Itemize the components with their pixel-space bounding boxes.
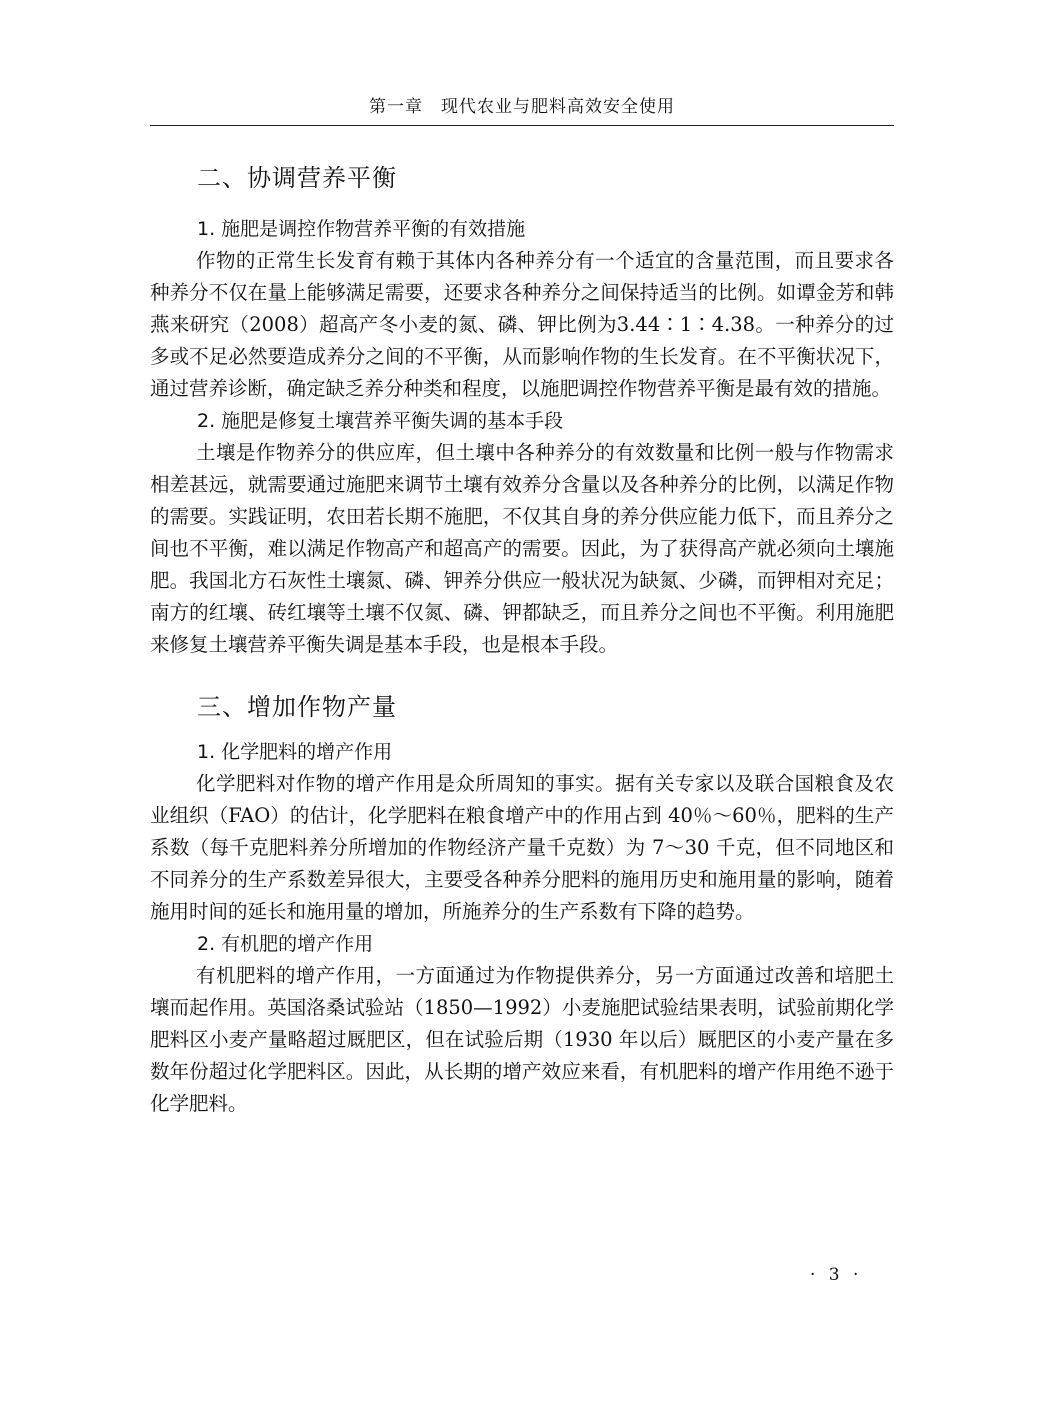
page-body — [150, 158, 894, 1120]
section-title-3: 三、增加作物产量 — [197, 693, 397, 721]
paragraph-3-1: 化学肥料对作物的增产作用是众所周知的事实。据有关专家以及联合国粮食及农业组织（FAO）的估计，化学肥料在粮食增产中的作用占到 40％～60％，肥料的生产系数（每千克肥料养分所增加的作物经济产量千克数）为 7～30 千克，但不同地区和不同养分的生产系数差异很大，主要受各种养分肥料的施用历史和施用量的影响，随着施用时间的延长和施用量的增加，所施养分的生产系数有下降的趋势。 — [150, 772, 894, 923]
subsection-heading-3-1: 1. 化学肥料的增产作用 — [197, 741, 393, 763]
subsection-heading-3-2: 2. 有机肥的增产作用 — [197, 933, 374, 955]
section-title-2: 二、协调营养平衡 — [197, 164, 397, 192]
running-header: 第一章 现代农业与肥料高效安全使用 — [369, 97, 675, 117]
paragraph-2-1: 作物的正常生长发育有赖于其体内各种养分有一个适宜的含量范围，而且要求各种养分不仅在量上能够满足需要，还要求各种养分之间保持适当的比例。如谭金芳和韩燕来研究（2008）超高产冬小麦的氮、磷、钾比例为3.44∶1∶4.38。一种养分的过多或不足必然要造成养分之间的不平衡，从而影响作物的生长发育。在不平衡状况下，通过营养诊断，确定缺乏养分种类和程度，以施肥调控作物营养平衡是最有效的措施。 — [150, 249, 894, 400]
paragraph-2-2: 土壤是作物养分的供应库，但土壤中各种养分的有效数量和比例一般与作物需求相差甚远，就需要通过施肥来调节土壤有效养分含量以及各种养分的比例，以满足作物的需要。实践证明，农田若长期不施肥，不仅其自身的养分供应能力低下，而且养分之间也不平衡，难以满足作物高产和超高产的需要。因此，为了获得高产就必须向土壤施肥。我国北方石灰性土壤氮、磷、钾养分供应一般状况为缺氮、少磷，而钾相对充足；南方的红壤、砖红壤等土壤不仅氮、磷、钾都缺乏，而且养分之间也不平衡。利用施肥来修复土壤营养平衡失调是基本手段，也是根本手段。 — [150, 441, 894, 656]
page-number: · 3 · — [810, 1265, 863, 1285]
paragraph-3-2: 有机肥料的增产作用，一方面通过为作物提供养分，另一方面通过改善和培肥土壤而起作用。英国洛桑试验站（1850—1992）小麦施肥试验结果表明，试验前期化学肥料区小麦产量略超过厩肥区，但在试验后期（1930 年以后）厩肥区的小麦产量在多数年份超过化学肥料区。因此，从长期的增产效应来看，有机肥料的增产作用绝不逊于化学肥料。 — [150, 964, 894, 1115]
subsection-heading-2-1: 1. 施肥是调控作物营养平衡的有效措施 — [197, 218, 526, 240]
header-rule — [150, 125, 894, 126]
subsection-heading-2-2: 2. 施肥是修复土壤营养平衡失调的基本手段 — [197, 410, 564, 432]
